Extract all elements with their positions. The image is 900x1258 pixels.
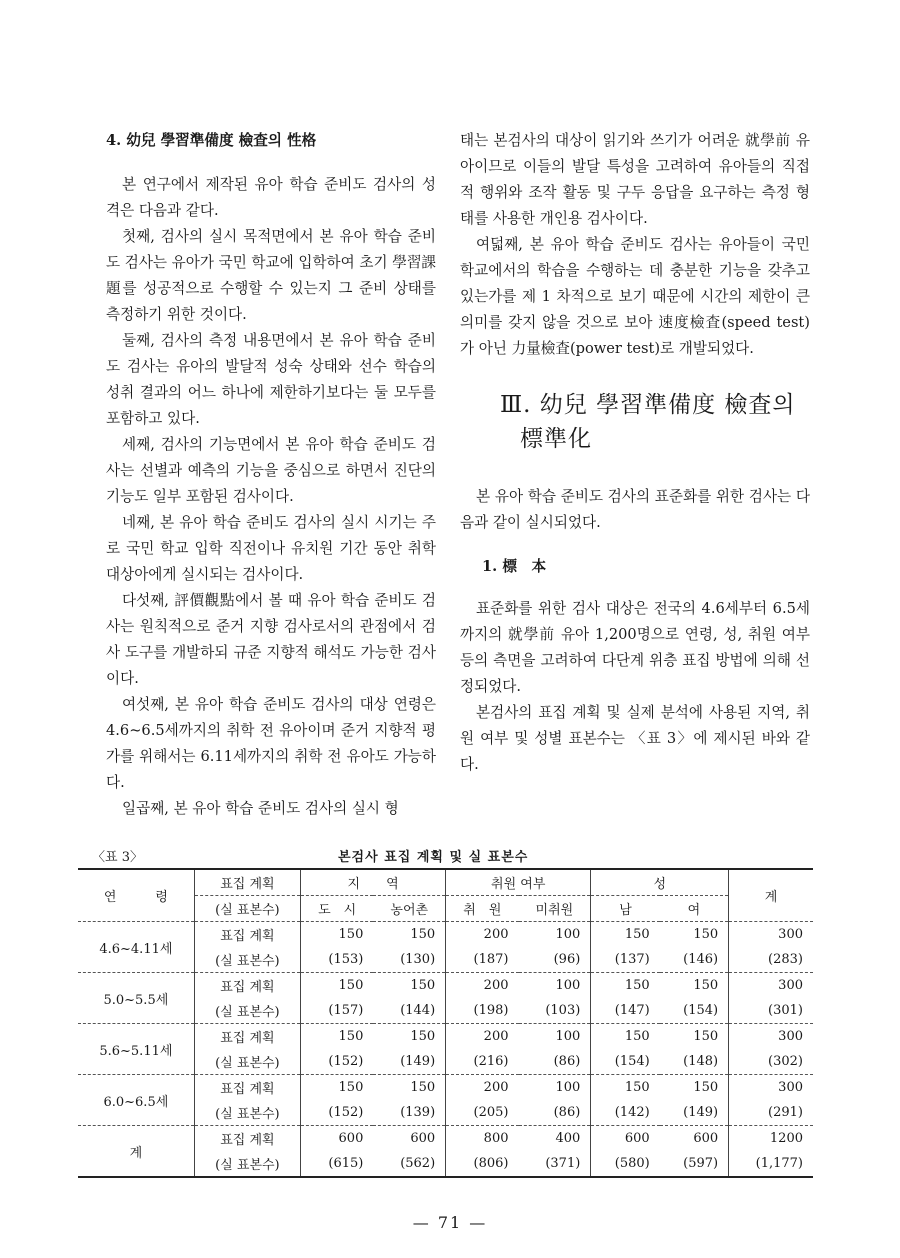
cell: (152) [328, 1105, 364, 1120]
cell: 200 [446, 1024, 519, 1050]
cell: (148) [660, 1049, 729, 1075]
cell: (130) [373, 947, 445, 973]
cell: (198) [473, 1003, 509, 1018]
paragraph: 둘째, 검사의 측정 내용면에서 본 유아 학습 준비도 검사는 유아의 발달적 성숙 상태와 선수 학습의 성취 결과의 어느 하나에 제한하기보다는 둘 모두를 포함하고 있다. [106, 332, 436, 427]
cell: 100 [519, 1024, 591, 1050]
row-plan-label: 표집 계획 [194, 1075, 300, 1101]
cell: 150 [373, 1075, 445, 1101]
cell: (154) [614, 1054, 650, 1069]
paragraph: 표준화를 위한 검사 대상은 전국의 4.6세부터 6.5세까지의 就學前 유아 1,200명으로 연령, 성, 취원 여부 등의 측면을 고려하여 다단계 위층 표집 방법에 의해 선정되었다. [460, 600, 810, 695]
cell: (157) [328, 1003, 364, 1018]
cell: 800 [446, 1126, 519, 1152]
cell: (96) [519, 947, 591, 973]
header-not-enrolled: 미취원 [519, 896, 591, 922]
row-actual-label: (실 표본수) [194, 1049, 300, 1075]
cell: 600 [301, 1126, 374, 1152]
paragraph: 여덟째, 본 유아 학습 준비도 검사는 유아들이 국민 학교에서의 학습을 수행하는 데 충분한 기능을 갖추고 있는가를 제 1 차적으로 보기 때문에 시간의 제한이 큰 의미를 갖지 않을 것으로 보아 速度檢査(speed test)가 아닌 力量檢査(power test)로 개발되었다. [460, 236, 810, 357]
row-age: 계 [78, 1126, 194, 1178]
cell: (283) [768, 952, 803, 967]
cell: (291) [768, 1105, 803, 1120]
cell: 400 [519, 1126, 591, 1152]
chapter-title [500, 388, 810, 456]
cell: (149) [373, 1049, 445, 1075]
row-actual-label: (실 표본수) [194, 947, 300, 973]
cell: 150 [301, 922, 374, 948]
paragraph: 여섯째, 본 유아 학습 준비도 검사의 대상 연령은 4.6~6.5세까지의 취학 전 유아이며 준거 지향적 평가를 위해서는 6.11세까지의 취학 전 유아도 가능하다. [106, 696, 436, 791]
cell: 300 [729, 922, 813, 948]
cell: (153) [328, 952, 364, 967]
header-rural: 농어촌 [373, 896, 445, 922]
paragraph: 다섯째, 評價觀點에서 볼 때 유아 학습 준비도 검사는 원칙적으로 준거 지향 검사로서의 관점에서 검사 도구를 개발하되 규준 지향적 해석도 가능한 검사이다. [106, 592, 436, 687]
header-enroll: 취원 여부 [446, 869, 591, 896]
chapter-title-line1: Ⅲ. 幼兒 學習準備度 檢査의 [500, 392, 796, 418]
cell: 150 [660, 973, 729, 999]
row-actual-label: (실 표본수) [194, 1100, 300, 1126]
cell: 100 [519, 973, 591, 999]
cell: 600 [373, 1126, 445, 1152]
paragraph: 세째, 검사의 기능면에서 본 유아 학습 준비도 검사는 선별과 예측의 기능을 중심으로 하면서 진단의 기능도 일부 포함된 검사이다. [106, 436, 436, 505]
cell: (86) [519, 1049, 591, 1075]
cell: (371) [519, 1151, 591, 1177]
cell: (597) [660, 1151, 729, 1177]
cell: (580) [591, 1151, 660, 1177]
cell: (142) [614, 1105, 650, 1120]
cell: (216) [473, 1054, 509, 1069]
table-title: 본검사 표집 계획 및 실 표본수 [338, 850, 529, 865]
cell: 150 [591, 973, 660, 999]
cell: 150 [373, 922, 445, 948]
cell: (152) [328, 1054, 364, 1069]
cell: 150 [591, 1024, 660, 1050]
cell: 300 [729, 973, 813, 999]
table-label: 〈표 3〉 [92, 850, 143, 865]
cell: 300 [729, 1024, 813, 1050]
cell: 150 [660, 1024, 729, 1050]
cell: (149) [660, 1100, 729, 1126]
cell: 600 [591, 1126, 660, 1152]
paragraph: 일곱째, 본 유아 학습 준비도 검사의 실시 형 [122, 800, 399, 817]
cell: 300 [729, 1075, 813, 1101]
section-heading-1: 1. 標 本 [482, 558, 547, 575]
table-row [78, 922, 813, 948]
row-plan-label: 표집 계획 [194, 922, 300, 948]
cell: (137) [614, 952, 650, 967]
cell: (205) [473, 1105, 509, 1120]
cell: 100 [519, 1075, 591, 1101]
header-male: 남 [591, 896, 660, 922]
cell: (86) [519, 1100, 591, 1126]
chapter-title-line2: 標準化 [520, 426, 592, 452]
paragraph: 첫째, 검사의 실시 목적면에서 본 유아 학습 준비도 검사는 유아가 국민 학교에 입학하여 초기 學習課題를 성공적으로 수행할 수 있는지 그 준비 상태를 측정하기 위한 것이다. [106, 228, 437, 323]
cell: (154) [660, 998, 729, 1024]
paragraph-continuation: 태는 본검사의 대상이 읽기와 쓰기가 어려운 就學前 유아이므로 이들의 발달 특성을 고려하여 유아들의 직접적 행위와 조작 활동 및 구두 응답을 요구하는 측정 형태를 사용한 개인용 검사이다. [460, 132, 810, 227]
cell: (301) [768, 1003, 803, 1018]
cell: (147) [614, 1003, 650, 1018]
cell: (302) [768, 1054, 803, 1069]
paragraph: 본 유아 학습 준비도 검사의 표준화를 위한 검사는 다음과 같이 실시되었다. [460, 488, 810, 531]
row-plan-label: 표집 계획 [194, 1024, 300, 1050]
cell: (103) [519, 998, 591, 1024]
paragraph: 네째, 본 유아 학습 준비도 검사의 실시 시기는 주로 국민 학교 입학 직전이나 유치원 기간 동안 취학 대상아에게 실시되는 검사이다. [106, 514, 436, 583]
cell: 1200 [729, 1126, 813, 1152]
header-region: 지 역 [301, 869, 446, 896]
cell: 150 [373, 1024, 445, 1050]
right-column [460, 128, 810, 778]
cell: (1,177) [729, 1151, 813, 1177]
cell: 150 [301, 1024, 374, 1050]
cell: 150 [660, 1075, 729, 1101]
page-number: — 71 — [412, 1213, 488, 1232]
header-plan: 표집 계획 [194, 869, 300, 896]
cell: 150 [373, 973, 445, 999]
row-actual-label: (실 표본수) [194, 998, 300, 1024]
row-actual-label: (실 표본수) [194, 1151, 300, 1177]
cell: (615) [301, 1151, 374, 1177]
cell: (187) [473, 952, 509, 967]
cell: (146) [660, 947, 729, 973]
header-age: 연 령 [78, 869, 194, 922]
table-row [78, 1126, 813, 1152]
table-row [78, 973, 813, 999]
paragraph: 본 연구에서 제작된 유아 학습 준비도 검사의 성격은 다음과 같다. [106, 176, 436, 219]
sample-table [78, 868, 813, 1178]
paragraph: 본검사의 표집 계획 및 실제 분석에 사용된 지역, 취원 여부 및 성별 표본수는 〈표 3〉에 제시된 바와 같다. [460, 704, 810, 773]
row-age: 6.0~6.5세 [78, 1075, 194, 1126]
cell: 100 [519, 922, 591, 948]
cell: 200 [446, 1075, 519, 1101]
table-3 [78, 846, 813, 1178]
row-plan-label: 표집 계획 [194, 973, 300, 999]
header-enrolled: 취 원 [446, 896, 519, 922]
table-row [78, 1024, 813, 1050]
cell: 150 [591, 922, 660, 948]
cell: 200 [446, 973, 519, 999]
cell: (144) [373, 998, 445, 1024]
header-city: 도 시 [301, 896, 374, 922]
cell: 150 [591, 1075, 660, 1101]
row-age: 5.0~5.5세 [78, 973, 194, 1024]
row-age: 5.6~5.11세 [78, 1024, 194, 1075]
row-plan-label: 표집 계획 [194, 1126, 300, 1152]
cell: 150 [301, 973, 374, 999]
table-caption [78, 846, 813, 868]
cell: 150 [301, 1075, 374, 1101]
cell: (562) [373, 1151, 445, 1177]
table-row [78, 1075, 813, 1101]
cell: (139) [373, 1100, 445, 1126]
cell: (806) [446, 1151, 519, 1177]
cell: 600 [660, 1126, 729, 1152]
left-column [106, 128, 436, 822]
cell: 150 [660, 922, 729, 948]
header-total: 계 [729, 869, 813, 922]
cell: 200 [446, 922, 519, 948]
header-female: 여 [660, 896, 729, 922]
header-sex: 성 [591, 869, 729, 896]
header-actual: (실 표본수) [194, 896, 300, 922]
section-heading-4: 4. 幼兒 學習準備度 檢査의 性格 [106, 132, 317, 149]
row-age: 4.6~4.11세 [78, 922, 194, 973]
